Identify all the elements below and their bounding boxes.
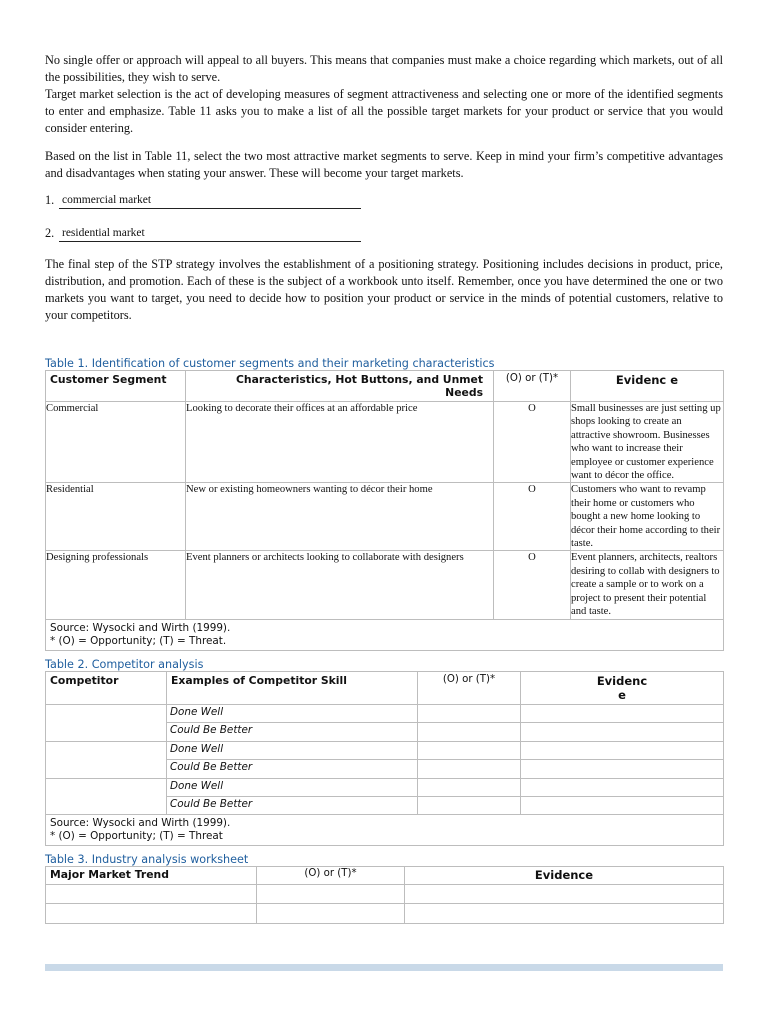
table2 [45,671,724,846]
answer-value: residential market [62,227,145,239]
document-page [45,52,723,924]
table-row [46,903,724,923]
table3-header-evidence: Evidence [405,866,724,884]
table3-caption: Table 3. Industry analysis worksheet [45,852,249,866]
table1-header-ot: (O) or (T)* [494,371,571,402]
table1-ot: O [494,483,571,551]
table2-header-evidence: Evidenc e [521,671,724,704]
table2-source-row [46,814,724,845]
table1-caption: Table 1. Identification of customer segments and their marketing characteristics [45,357,495,370]
intro-paragraph-2: Target market selection is the act of developing measures of segment attractiveness and selecting one or more of the identified segments to enter and emphasize. Table 11 asks you to make a list of all the possible target markets for your product or service that you would consider entering. [45,87,723,135]
table2-ot-cell[interactable] [418,759,521,778]
table2-source: Source: Wysocki and Wirth (1999). [50,816,231,829]
table-row [46,551,724,619]
table3-trend-cell[interactable] [46,884,257,903]
answer-value: commercial market [62,194,152,206]
table2-ot-cell[interactable] [418,741,521,759]
table1-header-evidence: Evidenc e [571,371,724,402]
table2-evidence-cell[interactable] [521,704,724,722]
table2-evidence-cell[interactable] [521,759,724,778]
table1-header-characteristics: Characteristics, Hot Buttons, and Unmet Needs [186,371,494,402]
answer-line-2[interactable] [45,225,723,242]
table1-evidence: Small businesses are just setting up shops looking to create an attractive showroom. Businesses who want to increase their employee or customer experience want to décor the office. [571,402,724,483]
table-row [46,884,724,903]
table1-segment: Commercial [46,402,186,483]
table2-skill: Could Be Better [167,759,418,778]
page-bottom-bar [45,964,723,971]
table-row [46,704,724,722]
table2-header-skill: Examples of Competitor Skill [167,671,418,704]
table1-characteristics: Looking to decorate their offices at an affordable price [186,402,494,483]
positioning-paragraph: The final step of the STP strategy involves the establishment of a positioning strategy. Positioning includes decisions in product, price, distribution, and promotion. Each of these is the subject of a workbook unto itself. Remember, once you have determined the one or two markets you want to target, you need to decide how to position your product or service in the minds of potential customers, relative to your competitors. [45,257,723,322]
table1-evidence: Customers who want to revamp their home or customers who bought a new home looking to décor their home according to their taste. [571,483,724,551]
table2-ot-cell[interactable] [418,704,521,722]
table2-note: * (O) = Opportunity; (T) = Threat [50,829,223,842]
table3-trend-cell[interactable] [46,903,257,923]
table2-skill: Could Be Better [167,796,418,814]
table3 [45,866,724,924]
table3-evidence-cell[interactable] [405,903,724,923]
table1-segment: Designing professionals [46,551,186,619]
table2-skill: Could Be Better [167,722,418,741]
table1-characteristics: Event planners or architects looking to collaborate with designers [186,551,494,619]
table2-ot-cell[interactable] [418,796,521,814]
table1-segment: Residential [46,483,186,551]
table1 [45,370,724,651]
table2-ot-cell[interactable] [418,778,521,796]
answer-line-1[interactable] [45,192,723,209]
table2-skill: Done Well [167,778,418,796]
table2-evidence-cell[interactable] [521,796,724,814]
table2-caption: Table 2. Competitor analysis [45,657,204,671]
table2-evidence-cell[interactable] [521,722,724,741]
table1-ot: O [494,551,571,619]
table2-skill: Done Well [167,741,418,759]
table1-source: Source: Wysocki and Wirth (1999). [50,621,231,634]
table2-competitor-cell[interactable] [46,704,167,741]
answer-number: 2. [45,226,55,240]
table2-header-ot: (O) or (T)* [418,671,521,704]
table1-evidence: Event planners, architects, realtors desiring to collab with designers to create a sample or to work on a project to present their potential and taste. [571,551,724,619]
table2-header-row [46,671,724,704]
table2-header-competitor: Competitor [46,671,167,704]
table1-ot: O [494,402,571,483]
table3-ot-cell[interactable] [257,884,405,903]
table-row [46,778,724,796]
table1-source-row [46,619,724,650]
table2-evidence-cell[interactable] [521,741,724,759]
table-row [46,741,724,759]
table3-header-ot: (O) or (T)* [257,866,405,884]
answer-number: 1. [45,193,55,207]
table3-ot-cell[interactable] [257,903,405,923]
table1-characteristics: New or existing homeowners wanting to décor their home [186,483,494,551]
table2-competitor-cell[interactable] [46,778,167,814]
table-row [46,483,724,551]
intro-paragraph-3: Based on the list in Table 11, select the two most attractive market segments to serve. Keep in mind your firm’s competitive advantages and disadvantages when stating your answer. These will become your target markets. [45,149,723,180]
table2-competitor-cell[interactable] [46,741,167,778]
table-row [46,402,724,483]
intro-paragraph-1: No single offer or approach will appeal to all buyers. This means that companies must make a choice regarding which markets, out of all the possibilities, they wish to serve. [45,53,723,84]
table3-header-row [46,866,724,884]
table3-evidence-cell[interactable] [405,884,724,903]
table1-header-row [46,371,724,402]
table3-header-trend: Major Market Trend [46,866,257,884]
table2-skill: Done Well [167,704,418,722]
table1-header-segment: Customer Segment [46,371,186,402]
table2-ot-cell[interactable] [418,722,521,741]
table2-evidence-cell[interactable] [521,778,724,796]
table1-note: * (O) = Opportunity; (T) = Threat. [50,634,227,647]
